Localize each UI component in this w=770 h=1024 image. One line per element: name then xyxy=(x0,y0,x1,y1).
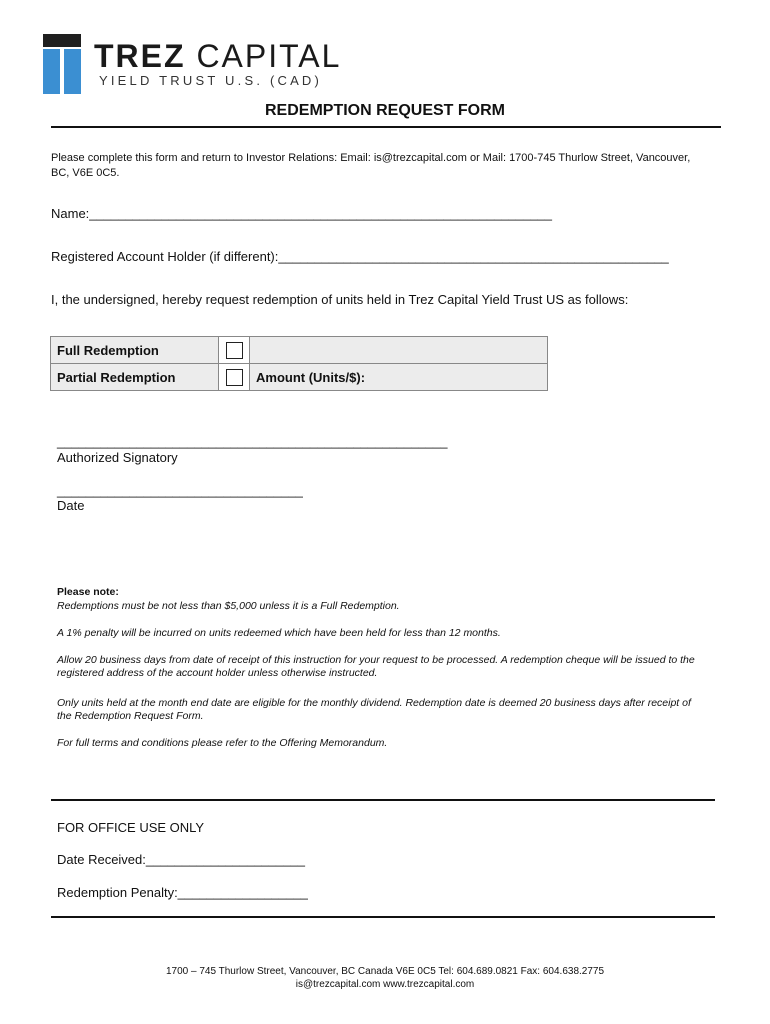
logo-name xyxy=(94,38,341,75)
name-field[interactable]: Name:________________________________________________________________ xyxy=(51,206,553,221)
logo-name-light: CAPITAL xyxy=(196,38,342,74)
trez-capital-logo-icon xyxy=(43,34,81,94)
note-minimum: Redemptions must be not less than $5,000 unless it is a Full Redemption. xyxy=(57,600,400,612)
signature-label: Authorized Signatory xyxy=(57,450,178,465)
note-terms: For full terms and conditions please refer to the Offering Memorandum. xyxy=(57,737,388,749)
date-line[interactable]: __________________________________ xyxy=(57,483,303,498)
logo-name-bold: TREZ xyxy=(94,38,186,74)
partial-redemption-checkbox[interactable] xyxy=(226,369,243,386)
office-heading: FOR OFFICE USE ONLY xyxy=(57,820,205,835)
office-top-divider xyxy=(51,799,715,801)
intro-text: Please complete this form and return to Investor Relations: Email: is@trezcapital.com or Mail: 1700-745 Thurlow Street, Vancouver, BC, V6E 0C5. xyxy=(51,152,691,179)
logo-subtitle: YIELD TRUST U.S. (CAD) xyxy=(99,73,323,88)
redemption-statement: I, the undersigned, hereby request redemption of units held in Trez Capital Yield Trust US as follows: xyxy=(51,292,629,307)
full-redemption-cell xyxy=(219,337,250,364)
date-received-field[interactable]: Date Received:______________________ xyxy=(57,852,305,867)
office-bottom-divider xyxy=(51,916,715,918)
note-heading: Please note: xyxy=(57,586,119,598)
redemption-options-table xyxy=(50,336,548,391)
page-title: REDEMPTION REQUEST FORM xyxy=(264,102,505,119)
partial-redemption-cell xyxy=(219,364,250,391)
date-label: Date xyxy=(57,498,85,513)
footer-contact: is@trezcapital.com www.trezcapital.com xyxy=(295,979,475,990)
note-penalty: A 1% penalty will be incurred on units redeemed which have been held for less than 12 months. xyxy=(57,627,501,639)
full-redemption-label: Full Redemption xyxy=(51,337,219,364)
note-dividend: Only units held at the month end date are eligible for the monthly dividend. Redemption date is deemed 20 business days after receipt of the Redemption Request Form. xyxy=(57,697,691,722)
full-redemption-checkbox[interactable] xyxy=(226,342,243,359)
footer-address: 1700 – 745 Thurlow Street, Vancouver, BC Canada V6E 0C5 Tel: 604.689.0821 Fax: 604.638.2775 xyxy=(165,966,605,977)
redemption-penalty-field[interactable]: Redemption Penalty:__________________ xyxy=(57,885,308,900)
signature-line[interactable]: ______________________________________________________ xyxy=(57,434,448,449)
account-holder-field[interactable]: Registered Account Holder (if different):______________________________________________________ xyxy=(51,249,669,264)
amount-field[interactable]: Amount (Units/$): xyxy=(250,364,548,391)
full-redemption-empty-cell xyxy=(250,337,548,364)
partial-redemption-row xyxy=(51,364,548,391)
full-redemption-row xyxy=(51,337,548,364)
title-divider xyxy=(51,126,721,128)
partial-redemption-label: Partial Redemption xyxy=(51,364,219,391)
note-processing: Allow 20 business days from date of receipt of this instruction for your request to be processed. A redemption cheque will be issued to the registered address of the account holder unless otherwise instructed. xyxy=(57,654,695,679)
